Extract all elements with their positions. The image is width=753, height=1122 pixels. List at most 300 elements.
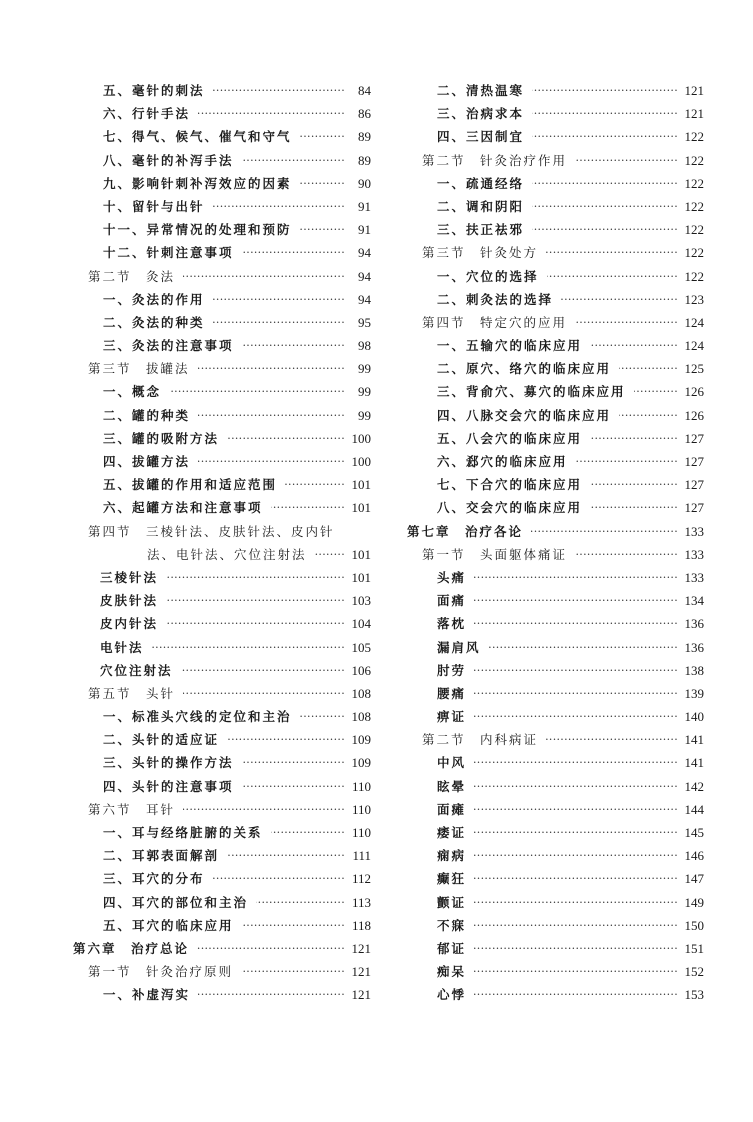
toc-entry-page-number: 127	[684, 500, 704, 516]
toc-entry-title: 一、穴位的选择	[437, 268, 539, 284]
toc-entry-title: 第七章 治疗各论	[407, 523, 524, 539]
toc-entry-title: 八、交会穴的临床应用	[437, 500, 583, 516]
toc-entry-page-number: 94	[358, 291, 371, 307]
leader-dots	[241, 960, 345, 983]
toc-entry-title: 皮肤针法	[100, 593, 159, 609]
toc-entry-item[interactable]	[73, 821, 371, 844]
toc-entry-section[interactable]	[73, 265, 371, 288]
toc-entry-item[interactable]	[407, 589, 704, 612]
toc-entry-title: 五、毫针的刺法	[103, 83, 205, 98]
leader-dots	[166, 589, 345, 612]
toc-entry-title: 第三节 拔罐法	[88, 361, 190, 377]
toc-entry-title: 第一节 头面躯体痛证	[422, 546, 568, 562]
toc-entry-title: 三棱针法	[100, 569, 159, 585]
toc-entry-item[interactable]	[73, 728, 371, 751]
leader-dots	[474, 659, 678, 682]
toc-entry-page-number: 127	[684, 454, 704, 469]
toc-entry-title: 穴位注射法	[100, 662, 173, 678]
toc-entry-page-number: 122	[684, 198, 704, 214]
toc-entry-item[interactable]	[73, 659, 371, 682]
toc-entry-page-number: 122	[684, 245, 704, 261]
toc-left-column	[73, 79, 371, 1007]
leader-dots	[242, 914, 345, 937]
toc-entry-item[interactable]	[407, 218, 704, 241]
toc-entry-page-number: 152	[684, 964, 704, 980]
toc-entry-item[interactable]	[407, 102, 704, 125]
toc-entry-title: 眩晕	[437, 778, 467, 794]
toc-entry-item[interactable]	[73, 380, 371, 403]
toc-entry-title: 第二节 灸法	[88, 268, 176, 284]
toc-entry-title: 痴呆	[437, 964, 467, 980]
leader-dots	[198, 983, 345, 1006]
toc-entry-title: 痫病	[437, 848, 467, 864]
toc-entry-title: 郁证	[437, 940, 467, 956]
toc-entry-page-number: 111	[352, 848, 371, 864]
toc-entry-title: 一、疏通经络	[437, 175, 525, 191]
leader-dots	[474, 867, 678, 890]
leader-dots	[166, 566, 345, 589]
toc-entry-item[interactable]	[407, 404, 704, 427]
toc-entry-title: 三、背俞穴、募穴的临床应用	[437, 384, 626, 400]
toc-entry-item[interactable]	[407, 496, 704, 519]
toc-entry-item[interactable]	[407, 751, 704, 774]
toc-entry-title: 一、补虚泻实	[103, 987, 191, 1003]
toc-entry-title: 二、刺灸法的选择	[437, 291, 554, 307]
toc-entry-title: 十一、异常情况的处理和预防	[103, 222, 292, 238]
toc-entry-title: 五、耳穴的临床应用	[103, 917, 234, 933]
toc-entry-item[interactable]	[73, 705, 371, 728]
toc-entry-page-number: 140	[684, 709, 704, 725]
toc-entry-title: 四、八脉交会穴的临床应用	[437, 407, 612, 423]
toc-entry-page-number: 84	[358, 83, 371, 98]
toc-entry-page-number: 99	[358, 407, 371, 423]
toc-entry-item[interactable]	[407, 265, 704, 288]
toc-entry-item[interactable]	[407, 798, 704, 821]
toc-entry-page-number: 151	[684, 940, 704, 956]
toc-entry-section[interactable]	[407, 311, 704, 334]
toc-entry-title: 四、耳穴的部位和主治	[103, 894, 249, 910]
toc-entry-title: 痹证	[437, 709, 467, 725]
leader-dots	[198, 357, 345, 380]
leader-dots	[227, 427, 345, 450]
leader-dots	[532, 79, 678, 102]
toc-entry-page-number: 122	[684, 268, 704, 284]
leader-dots	[575, 543, 678, 566]
toc-entry-item[interactable]	[407, 427, 704, 450]
toc-entry-item[interactable]	[73, 775, 371, 798]
toc-entry-page-number: 127	[684, 430, 704, 446]
toc-entry-section[interactable]	[73, 798, 371, 821]
toc-entry-title: 第四节 三棱针法、皮肤针法、皮内针	[88, 523, 335, 539]
toc-entry-item[interactable]	[73, 102, 371, 125]
toc-entry-title: 二、头针的适应证	[103, 732, 220, 748]
toc-entry-item[interactable]	[73, 751, 371, 774]
toc-entry-page-number: 122	[684, 175, 704, 191]
leader-dots	[474, 798, 678, 821]
toc-entry-item[interactable]	[73, 125, 371, 148]
leader-dots	[227, 728, 345, 751]
toc-entry-item[interactable]	[407, 380, 704, 403]
toc-entry-page-number: 139	[684, 685, 704, 701]
toc-entry-item[interactable]	[73, 566, 371, 589]
toc-entry-page-number: 106	[351, 662, 371, 678]
toc-entry-item[interactable]	[73, 983, 371, 1006]
leader-dots	[474, 775, 678, 798]
toc-entry-item[interactable]	[73, 473, 371, 496]
leader-dots	[532, 172, 678, 195]
toc-entry-item[interactable]	[73, 195, 371, 218]
leader-dots	[181, 659, 345, 682]
toc-entry-title: 第二节 针灸治疗作用	[422, 152, 568, 168]
toc-entry-title: 心悸	[437, 987, 467, 1003]
toc-entry-page-number: 101	[351, 477, 371, 493]
toc-entry-title: 二、罐的种类	[103, 407, 191, 423]
toc-entry-item[interactable]	[407, 960, 704, 983]
toc-entry-title: 六、行针手法	[103, 106, 191, 122]
toc-entry-page-number: 144	[684, 801, 704, 817]
leader-dots	[213, 195, 345, 218]
toc-entry-item[interactable]	[73, 867, 371, 890]
toc-entry-page-number: 109	[351, 755, 371, 771]
leader-dots	[561, 288, 678, 311]
toc-entry-page-number: 101	[351, 500, 371, 516]
leader-dots	[532, 195, 678, 218]
toc-entry-item[interactable]	[73, 914, 371, 937]
toc-entry-title: 癫狂	[437, 871, 467, 887]
toc-entry-item[interactable]	[407, 821, 704, 844]
leader-dots	[198, 102, 345, 125]
toc-entry-item[interactable]	[407, 914, 704, 937]
toc-entry-item[interactable]	[73, 311, 371, 334]
toc-entry-title: 电针法	[100, 639, 144, 655]
toc-entry-title: 一、五输穴的临床应用	[437, 338, 583, 354]
toc-entry-title: 中风	[437, 755, 467, 771]
toc-entry-title: 九、影响针刺补泻效应的因素	[103, 175, 292, 191]
toc-entry-page-number: 145	[684, 825, 704, 840]
toc-entry-page-number: 100	[351, 454, 371, 469]
leader-dots	[198, 450, 345, 473]
toc-entry-section[interactable]	[407, 728, 704, 751]
toc-entry-page-number: 136	[684, 616, 704, 632]
leader-dots	[474, 891, 678, 914]
toc-entry-page-number: 122	[684, 152, 704, 168]
toc-entry-title: 三、耳穴的分布	[103, 871, 205, 887]
toc-entry-item[interactable]	[407, 450, 704, 473]
toc-entry-page-number: 150	[684, 917, 704, 933]
leader-dots	[183, 265, 345, 288]
toc-entry-page-number: 149	[684, 894, 704, 910]
toc-entry-title: 三、扶正祛邪	[437, 222, 525, 238]
toc-entry-item[interactable]	[73, 589, 371, 612]
leader-dots	[271, 496, 345, 519]
toc-entry-title: 七、得气、候气、催气和守气	[103, 129, 292, 145]
toc-entry-title: 皮内针法	[100, 616, 159, 632]
leader-dots	[474, 844, 678, 867]
leader-dots	[531, 520, 678, 543]
leader-dots	[590, 496, 678, 519]
toc-entry-item[interactable]	[407, 612, 704, 635]
toc-entry-item[interactable]	[73, 450, 371, 473]
toc-entry-page-number: 121	[351, 987, 371, 1003]
toc-entry-page-number: 134	[684, 593, 704, 609]
leader-dots	[474, 589, 678, 612]
leader-dots	[474, 983, 678, 1006]
toc-entry-page-number: 104	[351, 616, 371, 632]
toc-entry-page-number: 126	[684, 407, 704, 423]
toc-entry-page-number: 142	[684, 778, 704, 794]
leader-dots	[634, 380, 678, 403]
toc-entry-item[interactable]	[407, 775, 704, 798]
toc-entry-item[interactable]	[73, 149, 371, 172]
toc-entry-item[interactable]	[407, 844, 704, 867]
leader-dots	[315, 543, 345, 566]
toc-entry-section[interactable]	[407, 241, 704, 264]
leader-dots	[256, 891, 345, 914]
leader-dots	[590, 334, 678, 357]
toc-entry-page-number: 94	[358, 245, 371, 261]
toc-entry-page-number: 124	[684, 314, 704, 330]
toc-entry-title: 五、拔罐的作用和适应范围	[103, 477, 278, 493]
leader-dots	[532, 102, 678, 125]
toc-entry-page-number: 105	[351, 639, 371, 655]
toc-entry-title: 六、郄穴的临床应用	[437, 454, 568, 469]
toc-entry-page-number: 101	[351, 569, 371, 585]
toc-entry-page-number: 146	[684, 848, 704, 864]
toc-entry-page-number: 95	[358, 314, 371, 330]
leader-dots	[169, 380, 345, 403]
leader-dots	[489, 636, 678, 659]
toc-entry-item[interactable]	[73, 218, 371, 241]
toc-entry-item[interactable]	[73, 404, 371, 427]
toc-entry-item[interactable]	[407, 659, 704, 682]
toc-entry-item[interactable]	[73, 612, 371, 635]
toc-entry-item[interactable]	[73, 334, 371, 357]
toc-entry-title: 六、起罐方法和注意事项	[103, 500, 263, 516]
toc-entry-page-number: 138	[684, 662, 704, 678]
toc-entry-title: 十、留针与出针	[103, 198, 205, 214]
toc-entry-chapter[interactable]	[73, 937, 371, 960]
toc-right-column	[407, 79, 704, 1007]
toc-entry-page-number: 122	[684, 222, 704, 238]
toc-entry-title: 二、调和阴阳	[437, 198, 525, 214]
toc-entry-page-number: 101	[351, 546, 371, 562]
leader-dots	[474, 960, 678, 983]
toc-entry-page-number: 99	[358, 384, 371, 400]
toc-entry-item[interactable]	[407, 867, 704, 890]
toc-entry-title-continued: 法、电针法、穴位注射法	[147, 546, 307, 562]
leader-dots	[532, 218, 678, 241]
toc-entry-title: 一、耳与经络脏腑的关系	[103, 825, 263, 840]
toc-entry-page-number: 90	[358, 175, 371, 191]
toc-entry-page-number: 100	[351, 430, 371, 446]
toc-entry-title: 痿证	[437, 825, 467, 840]
toc-entry-page-number: 110	[351, 825, 371, 840]
toc-entry-page-number: 89	[358, 152, 371, 168]
toc-entry-section[interactable]	[73, 357, 371, 380]
toc-entry-item[interactable]	[407, 983, 704, 1006]
toc-entry-item[interactable]	[407, 357, 704, 380]
toc-entry-title: 三、罐的吸附方法	[103, 430, 220, 446]
toc-entry-item[interactable]	[73, 427, 371, 450]
toc-entry-page-number: 108	[351, 709, 371, 725]
toc-entry-page-number: 122	[684, 129, 704, 145]
leader-dots	[300, 125, 345, 148]
toc-entry-title: 一、灸法的作用	[103, 291, 205, 307]
toc-entry-title: 颤证	[437, 894, 467, 910]
toc-entry-page-number: 153	[684, 987, 704, 1003]
toc-entry-page-number: 86	[358, 106, 371, 122]
toc-entry-page-number: 113	[351, 894, 371, 910]
leader-dots	[285, 473, 345, 496]
toc-entry-page-number: 136	[684, 639, 704, 655]
toc-entry-title: 第四节 特定穴的应用	[422, 314, 568, 330]
leader-dots	[213, 867, 345, 890]
toc-entry-title: 第二节 内科病证	[422, 732, 539, 748]
toc-entry-item[interactable]	[407, 195, 704, 218]
leader-dots	[213, 311, 345, 334]
toc-entry-chapter[interactable]	[407, 520, 704, 543]
toc-entry-page-number: 133	[684, 546, 704, 562]
leader-dots	[166, 612, 345, 635]
toc-entry-title: 面痛	[437, 593, 467, 609]
toc-entry-title: 二、清热温寒	[437, 83, 525, 98]
toc-entry-page-number: 89	[358, 129, 371, 145]
toc-entry-title: 腰痛	[437, 685, 467, 701]
toc-entry-item[interactable]	[407, 79, 704, 102]
toc-entry-item[interactable]	[407, 172, 704, 195]
leader-dots	[242, 334, 345, 357]
leader-dots	[575, 149, 678, 172]
toc-entry-item[interactable]	[407, 705, 704, 728]
toc-entry-section[interactable]	[407, 149, 704, 172]
toc-entry-title: 漏肩风	[437, 639, 481, 655]
toc-entry-page-number: 126	[684, 384, 704, 400]
toc-entry-title: 七、下合穴的临床应用	[437, 477, 583, 493]
toc-entry-page-number: 109	[351, 732, 371, 748]
toc-entry-item[interactable]	[73, 891, 371, 914]
toc-entry-page-number: 108	[351, 685, 371, 701]
toc-entry-page-number: 124	[684, 338, 704, 354]
toc-entry-item[interactable]	[407, 125, 704, 148]
toc-entry-section[interactable]	[73, 520, 371, 566]
toc-entry-page-number: 91	[358, 198, 371, 214]
leader-dots	[242, 241, 345, 264]
toc-entry-item[interactable]	[73, 844, 371, 867]
leader-dots	[619, 404, 678, 427]
leader-dots	[242, 775, 345, 798]
toc-entry-item[interactable]	[73, 241, 371, 264]
toc-entry-item[interactable]	[407, 566, 704, 589]
toc-entry-title: 落枕	[437, 616, 467, 632]
toc-entry-item[interactable]	[407, 288, 704, 311]
toc-entry-page-number: 133	[684, 523, 704, 539]
toc-entry-title: 四、头针的注意事项	[103, 778, 234, 794]
toc-entry-title: 三、头针的操作方法	[103, 755, 234, 771]
toc-entry-title: 第五节 头针	[88, 685, 176, 701]
leader-dots	[242, 149, 345, 172]
leader-dots	[474, 566, 678, 589]
toc-entry-item[interactable]	[73, 172, 371, 195]
leader-dots	[197, 937, 345, 960]
leader-dots	[183, 798, 345, 821]
toc-entry-title: 二、灸法的种类	[103, 314, 205, 330]
toc-entry-page-number: 118	[351, 917, 371, 933]
toc-entry-item[interactable]	[407, 891, 704, 914]
leader-dots	[271, 821, 345, 844]
toc-entry-title: 肘劳	[437, 662, 467, 678]
leader-dots	[547, 265, 678, 288]
leader-dots	[474, 682, 678, 705]
leader-dots	[474, 821, 678, 844]
toc-entry-section[interactable]	[407, 543, 704, 566]
toc-entry-item[interactable]	[407, 334, 704, 357]
toc-entry-page-number: 147	[684, 871, 704, 887]
leader-dots	[590, 473, 678, 496]
toc-entry-page-number: 103	[351, 593, 371, 609]
toc-entry-item[interactable]	[407, 636, 704, 659]
toc-entry-item[interactable]	[407, 682, 704, 705]
toc-entry-section[interactable]	[73, 960, 371, 983]
toc-entry-page-number: 112	[351, 871, 371, 887]
leader-dots	[575, 311, 678, 334]
toc-entry-page-number: 110	[351, 801, 371, 817]
toc-entry-title: 一、标准头穴线的定位和主治	[103, 709, 292, 725]
toc-entry-title: 二、原穴、络穴的临床应用	[437, 361, 612, 377]
toc-entry-item[interactable]	[407, 473, 704, 496]
toc-entry-title: 四、拔罐方法	[103, 454, 191, 469]
toc-entry-page-number: 127	[684, 477, 704, 493]
leader-dots	[474, 612, 678, 635]
toc-entry-title: 不寐	[437, 917, 467, 933]
toc-entry-item[interactable]	[407, 937, 704, 960]
leader-dots	[532, 125, 678, 148]
leader-dots	[576, 450, 678, 473]
toc-entry-title: 一、概念	[103, 384, 162, 400]
leader-dots	[474, 705, 678, 728]
toc-entry-item[interactable]	[73, 496, 371, 519]
leader-dots	[198, 404, 345, 427]
toc-entry-page-number: 98	[358, 338, 371, 354]
toc-entry-page-number: 110	[351, 778, 371, 794]
toc-entry-item[interactable]	[73, 636, 371, 659]
leader-dots	[213, 288, 345, 311]
leader-dots	[474, 751, 678, 774]
toc-entry-title: 三、治病求本	[437, 106, 525, 122]
leader-dots	[474, 937, 678, 960]
leader-dots	[300, 172, 345, 195]
toc-entry-title: 第六节 耳针	[88, 801, 176, 817]
toc-entry-section[interactable]	[73, 682, 371, 705]
leader-dots	[183, 682, 345, 705]
toc-entry-item[interactable]	[73, 288, 371, 311]
leader-dots	[546, 728, 678, 751]
toc-entry-item[interactable]	[73, 79, 371, 102]
leader-dots	[546, 241, 678, 264]
toc-entry-title: 面瘫	[437, 801, 467, 817]
toc-entry-title: 二、耳郭表面解剖	[103, 848, 220, 864]
leader-dots	[227, 844, 345, 867]
toc-entry-title: 十二、针刺注意事项	[103, 245, 234, 261]
toc-entry-title: 第一节 针灸治疗原则	[88, 964, 234, 980]
toc-entry-page-number: 121	[684, 106, 704, 122]
leader-dots	[590, 427, 678, 450]
toc-entry-page-number: 121	[351, 940, 371, 956]
leader-dots	[213, 79, 345, 102]
toc-entry-page-number: 141	[684, 755, 704, 771]
toc-entry-page-number: 121	[684, 83, 704, 98]
leader-dots	[300, 705, 345, 728]
toc-entry-title: 第六章 治疗总论	[73, 940, 190, 956]
